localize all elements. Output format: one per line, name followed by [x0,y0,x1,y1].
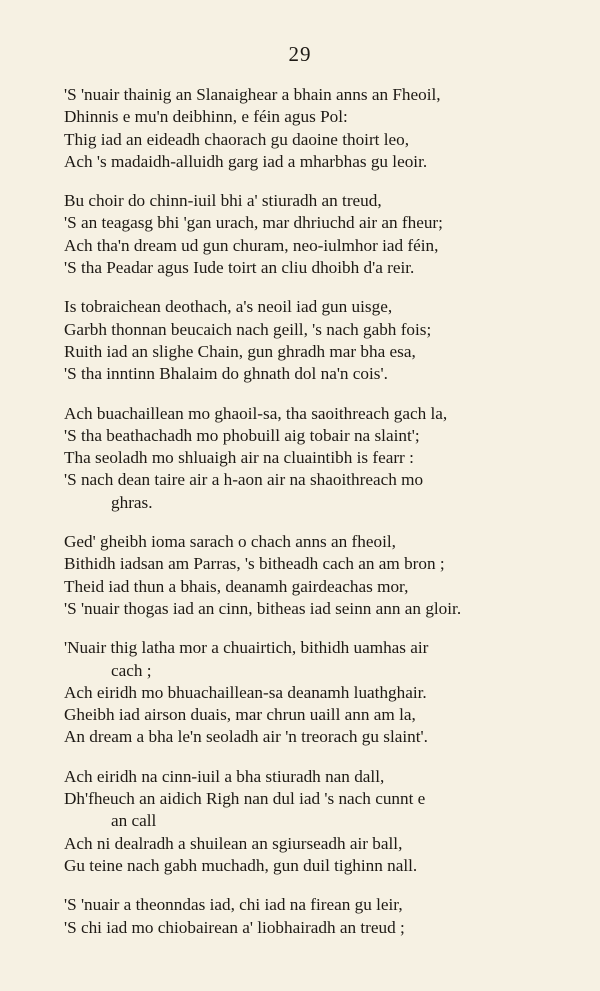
verse-line-continuation: an call [111,811,157,831]
stanza [64,296,554,385]
verse-line: 'S an teagasg bhi 'gan urach, mar dhriuchd air an fheur; [64,213,443,233]
verse-line: Theid iad thun a bhais, deanamh gairdeachas mor, [64,576,409,596]
verse-line: Garbh thonnan beucaich nach geill, 's nach gabh fois; [64,319,432,339]
poem-body [64,84,554,956]
verse-line: Dh'fheuch an aidich Righ nan dul iad 's nach cunnt e [64,789,426,809]
stanza [64,637,554,748]
verse-line: Ach eiridh mo bhuachaillean-sa deanamh luathghair. [64,682,427,702]
verse-line: 'S 'nuair a theonndas iad, chi iad na firean gu leir, [64,895,403,915]
verse-line: Ruith iad an slighe Chain, gun ghradh mar bha esa, [64,341,416,361]
stanza [64,403,554,514]
verse-line: 'S tha inntinn Bhalaim do ghnath dol na'n cois'. [64,364,388,384]
verse-line: An dream a bha le'n seoladh air 'n treorach gu slaint'. [64,727,428,747]
verse-line: Ach buachaillean mo ghaoil-sa, tha saoithreach gach la, [64,403,448,423]
verse-line: Is tobraichean deothach, a's neoil iad gun uisge, [64,297,393,317]
stanza [64,190,554,279]
verse-line: 'S chi iad mo chiobairean a' liobhairadh an treud ; [64,917,405,937]
verse-line: 'S tha beathachadh mo phobuill aig tobair na slaint'; [64,425,420,445]
stanza [64,766,554,877]
verse-line: Ach eiridh na cinn-iuil a bha stiuradh nan dall, [64,766,385,786]
verse-line: Ach ni dealradh a shuilean an sgiurseadh air ball, [64,833,403,853]
verse-line: Gheibh iad airson duais, mar chrun uaill ann am la, [64,705,416,725]
verse-line: Thig iad an eideadh chaorach gu daoine thoirt leo, [64,129,410,149]
stanza [64,894,554,939]
verse-line: Bithidh iadsan am Parras, 's bitheadh cach an am bron ; [64,554,445,574]
verse-line: Bu choir do chinn-iuil bhi a' stiuradh an treud, [64,191,382,211]
verse-line: Ach 's madaidh-alluidh garg iad a mharbhas gu leoir. [64,151,428,171]
verse-line: 'S 'nuair thainig an Slanaighear a bhain anns an Fheoil, [64,85,441,104]
page-number: 29 [288,42,312,66]
verse-line: Gu teine nach gabh muchadh, gun duil tighinn nall. [64,855,418,875]
verse-line: Ged' gheibh ioma sarach o chach anns an fheoil, [64,532,396,552]
verse-line: 'Nuair thig latha mor a chuairtich, bithidh uamhas air [64,638,429,658]
stanza [64,531,554,620]
stanza [64,84,554,173]
verse-line: Tha seoladh mo shluaigh air na cluaintibh is fearr : [64,448,414,468]
verse-line: Dhinnis e mu'n deibhinn, e féin agus Pol: [64,107,348,127]
verse-line-continuation: ghras. [111,492,153,512]
verse-line-continuation: cach ; [111,660,152,680]
verse-line: 'S nach dean taire air a h-aon air na shaoithreach mo [64,470,424,490]
verse-line: 'S 'nuair thogas iad an cinn, bitheas iad seinn ann an gloir. [64,598,462,618]
verse-line: Ach tha'n dream ud gun churam, neo-iulmhor iad féin, [64,235,439,255]
verse-line: 'S tha Peadar agus Iude toirt an cliu dhoibh d'a reir. [64,258,415,278]
